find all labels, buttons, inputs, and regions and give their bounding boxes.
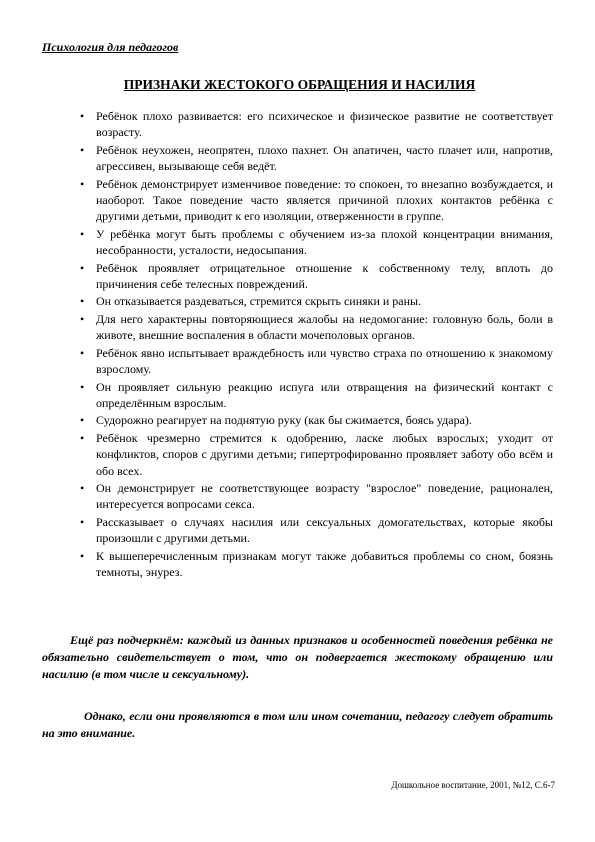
list-item — [80, 226, 553, 259]
bullet-icon: • — [80, 142, 85, 157]
bullet-icon: • — [80, 109, 85, 123]
list-item — [80, 293, 553, 309]
list-item — [80, 311, 553, 344]
list-item-text: Ребёнок демонстрирует изменчивое поведение: то спокоен, то внезапно возбуждается, и наоборот. Такое поведение часто является причиной плохих контактов ребёнка с другими детьми, приводит к его изоляции, отверженности в группе. — [96, 176, 553, 224]
list-item-text: К вышеперечисленным признакам могут также добавиться проблемы со сном, боязнь темноты, энурез. — [96, 548, 553, 579]
source-citation: Дошкольное воспитание, 2001, №12, С.6-7 — [391, 780, 555, 790]
bullet-icon: • — [80, 226, 85, 241]
bullet-icon: • — [80, 311, 85, 326]
list-item-text: Он отказывается раздеваться, стремится скрыть синяки и раны. — [96, 294, 422, 309]
bullet-icon: • — [80, 260, 85, 275]
list-item-text: Ребёнок неухожен, неопрятен, плохо пахнет. Он апатичен, часто плачет или, напротив, агрессивен, вызывающе себя ведёт. — [96, 142, 553, 174]
list-item-text: Он проявляет сильную реакцию испуга или отвращения на физический контакт с определённым взрослым. — [96, 379, 553, 410]
list-item — [80, 430, 553, 479]
list-item — [80, 260, 553, 293]
page-title: ПРИЗНАКИ ЖЕСТОКОГО ОБРАЩЕНИЯ И НАСИЛИЯ — [123, 77, 476, 92]
bullet-icon: • — [80, 345, 85, 360]
bullet-icon: • — [80, 548, 85, 563]
list-item-text: Для него характерны повторяющиеся жалобы на недомогание: головную боль, боли в животе, внешние воспаления в области мочеполовых органов. — [96, 311, 553, 343]
list-item — [80, 176, 553, 225]
list-item-text: Ребёнок плохо развивается: его психическое и физическое развитие не соответствует возрасту. — [96, 109, 553, 140]
bullet-icon: • — [80, 413, 85, 428]
list-item-text: Он демонстрирует не соответствующее возрасту "взрослое" поведение, рационален, интересуется вопросами секса. — [96, 480, 553, 512]
list-item-text: Ребёнок явно испытывает враждебность или чувство страха по отношению к знакомому взрослому. — [96, 345, 553, 377]
list-item — [80, 379, 553, 412]
list-item-text: Рассказывает о случаях насилия или сексуальных домогательствах, которые якобы произошли с другими детьми. — [96, 514, 553, 546]
signs-list — [80, 108, 553, 581]
list-item — [80, 345, 553, 378]
list-item — [80, 548, 553, 581]
bullet-icon: • — [80, 379, 85, 394]
bullet-icon: • — [80, 514, 85, 529]
list-item — [80, 412, 553, 428]
list-item — [80, 480, 553, 513]
list-item-text: Ребёнок чрезмерно стремится к одобрению, ласке любых взрослых; уходит от конфликтов, споров с другими детьми; гипертрофированно проявляет заботу обо всём и обо всех. — [96, 430, 553, 478]
list-item — [80, 142, 553, 175]
bullet-icon: • — [80, 294, 85, 309]
emphasis-note-conclusion: Однако, если они проявляются в том или ином сочетании, педагогу следует обратить на это внимание. — [42, 709, 553, 740]
list-item-text: У ребёнка могут быть проблемы с обучением из-за плохой концентрации внимания, несобранности, усталости, недосыпания. — [96, 226, 553, 258]
bullet-icon: • — [80, 176, 85, 191]
section-header: Психология для педагогов — [42, 40, 179, 54]
list-item-text: Ребёнок проявляет отрицательное отношение к собственному телу, вплоть до причинения себе телесных повреждений. — [96, 260, 553, 292]
list-item — [80, 108, 553, 141]
emphasis-note: Ещё раз подчеркнём: каждый из данных признаков и особенностей поведения ребёнка не обязательно свидетельствует о том, что он подвергается жестокому обращению или насилию (в том числе и сексуальному). — [42, 633, 553, 681]
bullet-icon: • — [80, 480, 85, 495]
bullet-icon: • — [80, 430, 85, 445]
list-item — [80, 514, 553, 547]
list-item-text: Судорожно реагирует на поднятую руку (как бы сжимается, боясь удара). — [96, 413, 472, 428]
